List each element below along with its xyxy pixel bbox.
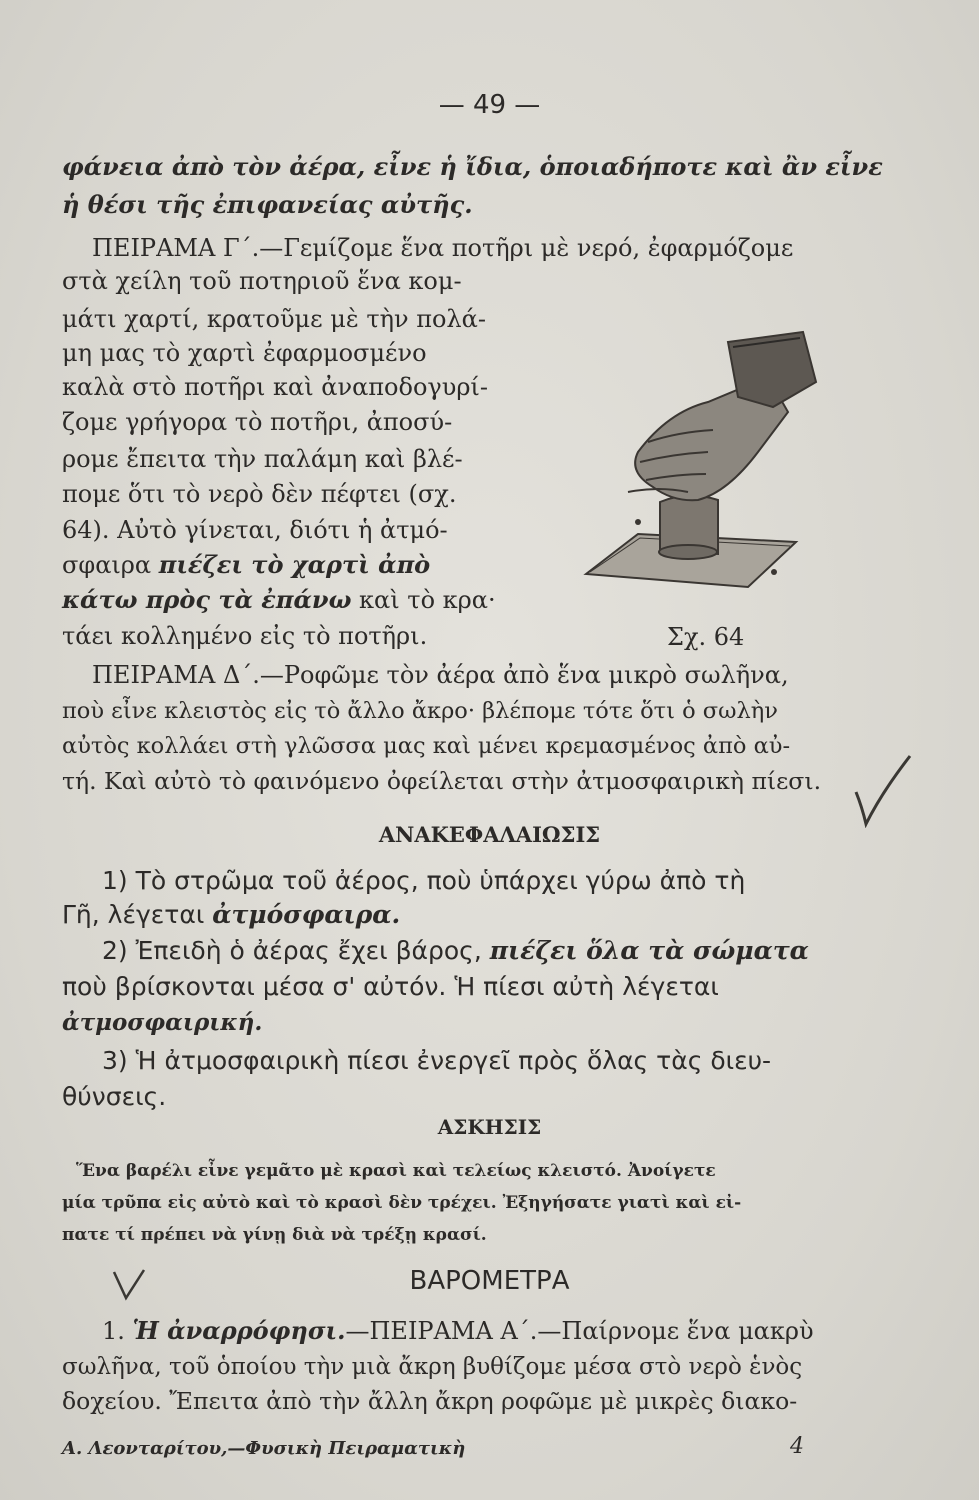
text-line: δοχείου. Ἔπειτα ἀπὸ τὴν ἄλλη ἄκρη ροφῶμε μὲ μικρὲς διακο-	[62, 1387, 798, 1415]
text-line: 1) Τὸ στρῶμα τοῦ ἀέρος, ποὺ ὑπάρχει γύρω ἀπὸ τὴ	[102, 866, 746, 895]
text-fragment: καὶ τὸ κρα·	[351, 586, 496, 614]
text-line	[62, 585, 496, 615]
footer-author: Α. Λεονταρίτου,—Φυσικὴ Πειραματικὴ	[62, 1438, 466, 1459]
text-line: ἡ θέσι τῆς ἐπιφανείας αὐτῆς.	[62, 190, 473, 219]
text-line: τή. Καὶ αὐτὸ τὸ φαινόμενο ὀφείλεται στὴν ἀτμοσφαιρικὴ πίεσι.	[62, 767, 822, 795]
check-mark-icon	[852, 752, 914, 828]
text-line: ζομε γρήγορα τὸ ποτῆρι, ἀποσύ-	[62, 408, 453, 436]
text-line: ρομε ἔπειτα τὴν παλάμη καὶ βλέ-	[62, 445, 463, 473]
text-line	[102, 1316, 814, 1346]
text-line: ποὺ βρίσκονται μέσα σ' αὐτόν. Ἡ πίεσι αὐτὴ λέγεται	[62, 972, 719, 1001]
text-line: ΠΕΙΡΑΜΑ Δ΄.—Ροφῶμε τὸν ἀέρα ἀπὸ ἕνα μικρὸ σωλῆνα,	[92, 661, 789, 689]
text-line: πατε τί πρέπει νὰ γίνῃ διὰ νὰ τρέξῃ κρασί.	[62, 1225, 487, 1245]
text-line	[62, 550, 430, 580]
text-line	[62, 900, 400, 930]
text-line	[102, 936, 809, 966]
text-line: ΠΕΙΡΑΜΑ Γ΄.—Γεμίζομε ἕνα ποτῆρι μὲ νερό, ἐφαρμόζομε	[92, 234, 794, 262]
figure-hand-glass-illustration	[578, 302, 818, 602]
figure-caption: Σχ. 64	[667, 623, 745, 651]
text-line: Ἕνα βαρέλι εἶνε γεμᾶτο μὲ κρασὶ καὶ τελείως κλειστό. Ἀνοίγετε	[76, 1161, 716, 1181]
text-line: μη μας τὸ χαρτὶ ἐφαρμοσμένο	[62, 339, 427, 367]
text-line: μάτι χαρτί, κρατοῦμε μὲ τὴν πολά-	[62, 305, 486, 333]
emphasis-text: ἀτμόσφαιρα.	[212, 900, 401, 929]
section-heading: ΒΑΡΟΜΕΤΡΑ	[409, 1266, 570, 1296]
emphasis-text: πιέζει τὸ χαρτὶ ἀπὸ	[158, 550, 431, 579]
text-line: ποὺ εἶνε κλειστὸς εἰς τὸ ἄλλο ἄκρο· βλέπομε τότε ὅτι ὁ σωλὴν	[62, 698, 778, 724]
text-line: θύνσεις.	[62, 1082, 167, 1111]
text-line: αὐτὸς κολλάει στὴ γλῶσσα μας καὶ μένει κρεμασμένος ἀπὸ αὐ-	[62, 733, 791, 759]
text-line: μία τρῦπα εἰς αὐτὸ καὶ τὸ κρασὶ δὲν τρέχει. Ἐξηγήσατε γιατὶ καὶ εἰ-	[62, 1193, 742, 1213]
text-fragment: Γῆ, λέγεται	[62, 900, 213, 929]
text-line: στὰ χείλη τοῦ ποτηριοῦ ἕνα κομ-	[62, 267, 462, 295]
text-line: πομε ὅτι τὸ νερὸ δὲν πέφτει (σχ.	[62, 480, 457, 508]
emphasis-text: Ἡ ἀναρρόφησι.	[132, 1316, 346, 1345]
text-line: 3) Ἡ ἀτμοσφαιρικὴ πίεσι ἐνεργεῖ πρὸς ὅλας τὰς διευ-	[102, 1046, 772, 1075]
text-fragment: σφαιρα	[62, 551, 159, 579]
text-line: 64). Αὐτὸ γίνεται, διότι ἡ ἀτμό-	[62, 516, 448, 544]
text-line: φάνεια ἀπὸ τὸν ἀέρα, εἶνε ἡ ἴδια, ὁποιαδήποτε καὶ ἂν εἶνε	[62, 152, 883, 181]
emphasis-text: κάτω πρὸς τὰ ἐπάνω	[62, 585, 352, 614]
page-number: — 49 —	[438, 90, 541, 120]
text-fragment: —ΠΕΙΡΑΜΑ Α΄.—Παίρνομε ἕνα μακρὺ	[345, 1317, 814, 1345]
text-line: καλὰ στὸ ποτῆρι καὶ ἀναποδογυρί-	[62, 373, 488, 401]
text-fragment: 1.	[102, 1317, 133, 1345]
text-fragment: 2) Ἐπειδὴ ὁ ἀέρας ἔχει βάρος,	[102, 936, 490, 965]
footer-sheet-number: 4	[790, 1434, 804, 1459]
section-heading: ΑΣΚΗΣΙΣ	[437, 1115, 542, 1139]
emphasis-text: πιέζει ὅλα τὰ σώματα	[489, 936, 809, 965]
text-line: ἀτμοσφαιρική.	[62, 1009, 263, 1036]
section-heading: ΑΝΑΚΕΦΑΛΑΙΩΣΙΣ	[378, 822, 601, 847]
text-line: σωλῆνα, τοῦ ὁποίου τὴν μιὰ ἄκρη βυθίζομε μέσα στὸ νερὸ ἑνὸς	[62, 1354, 803, 1380]
text-line: τάει κολλημένο εἰς τὸ ποτῆρι.	[62, 622, 428, 650]
